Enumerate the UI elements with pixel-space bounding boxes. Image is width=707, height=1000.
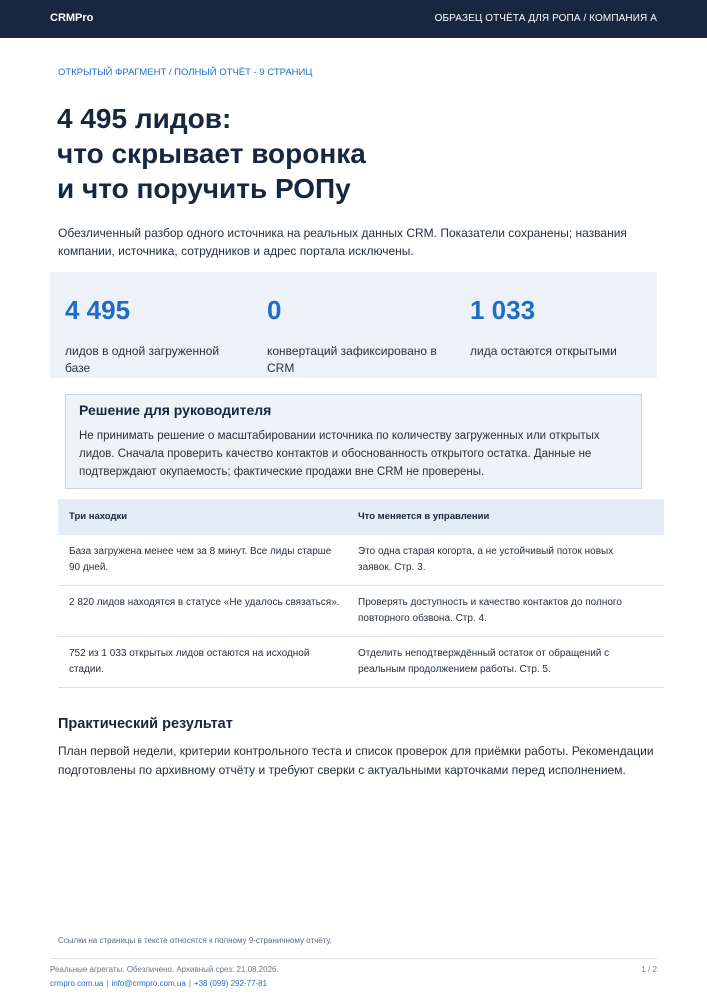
brand-logo: CRMPro [50,12,94,24]
result-title: Практический результат [58,716,233,732]
decision-title: Решение для руководителя [79,402,272,418]
lead-paragraph: Обезличенный разбор одного источника на реальных данных CRM. Показатели сохранены; названия компании, источника, сотрудников и адрес портала исключены. [58,226,627,258]
separator: | [106,979,109,988]
top-bar [0,0,707,38]
phone-link[interactable]: +38 (099) 292-77-81 [193,979,268,988]
title-line-3: и что поручить РОПу [57,173,351,204]
findings-table [58,499,664,688]
table-cell-action: Это одна старая когорта, а не устойчивый поток новых заявок. Стр. 3. [358,546,614,573]
title-line-2: что скрывает воронка [57,138,366,169]
table-row [58,586,664,637]
table-cell-finding: База загружена менее чем за 8 минут. Все лиды старше 90 дней. [69,546,332,573]
metric-label: лида остаются открытыми [470,344,617,358]
table-row [58,535,664,586]
table-cell-finding: 752 из 1 033 открытых лидов остаются на исходной стадии. [69,648,310,675]
result-text: План первой недели, критерии контрольного теста и список проверок для приёмки работы. Рекомендации подготовлены по архивному отчёту и требуют сверки с актуальными карточками перед исполнением. [58,744,654,777]
decision-box [65,394,642,489]
decision-text: Не принимать решение о масштабировании источника по количеству загруженных или открытых лидов. Сначала проверить качество контактов и обоснованность открытого остатка. Данные не подтверждают окупаемость; фактические продажи вне CRM не проверены. [79,430,600,478]
column-header-management: Что меняется в управлении [358,511,490,522]
title-line-1: 4 495 лидов: [57,103,232,134]
metric-label: лидов в одной загруженной базе [65,344,220,375]
page-title [57,101,366,206]
footer-divider [50,958,657,959]
table-cell-action: Отделить неподтверждённый остаток от обращений с реальным продолжением работы. Стр. 5. [358,648,610,675]
footer-contacts [50,979,267,988]
table-header [58,499,664,535]
footer-note: Реальные агрегаты. Обезличено. Архивный срез: 21.08.2026. [50,965,279,974]
email-link[interactable]: info@crmpro.com.ua [111,979,186,988]
report-label: ОБРАЗЕЦ ОТЧЁТА ДЛЯ РОПА / КОМПАНИЯ А [434,13,657,24]
eyebrow-label: ОТКРЫТЫЙ ФРАГМЕНТ / ПОЛНЫЙ ОТЧЁТ - 9 СТРАНИЦ [58,67,313,78]
table-cell-finding: 2 820 лидов находятся в статусе «Не удалось связаться». [69,597,340,608]
separator: | [188,979,191,988]
footnote: Ссылки на страницы в тексте относятся к полному 9-страничному отчёту. [58,936,332,945]
metric-label: конвертаций зафиксировано в CRM [267,344,437,375]
metric-value: 0 [267,295,282,325]
table-row [58,637,664,688]
website-link[interactable]: crmpro.com.ua [50,979,104,988]
page-number: 1 / 2 [641,965,657,974]
table-cell-action: Проверять доступность и качество контактов до полного повторного обзвона. Стр. 4. [358,597,622,624]
metric-value: 4 495 [65,295,131,325]
metrics-panel [50,272,657,378]
column-header-findings: Три находки [69,511,128,522]
metric-value: 1 033 [470,295,536,325]
